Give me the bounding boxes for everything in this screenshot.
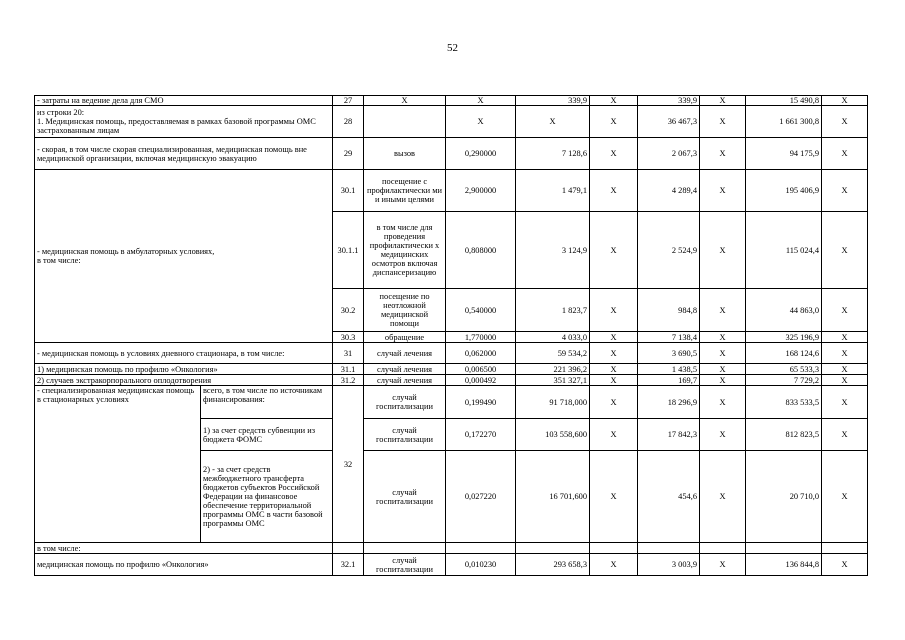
cell: 44 863,0 bbox=[746, 289, 822, 332]
cell: 833 533,5 bbox=[746, 386, 822, 419]
cell: Х bbox=[822, 289, 868, 332]
cell: 103 558,600 bbox=[516, 419, 590, 451]
data-table bbox=[34, 95, 868, 576]
table-row bbox=[35, 554, 868, 576]
row-code: 30.3 bbox=[333, 332, 364, 343]
table-row bbox=[35, 343, 868, 364]
row-unit: в том числе для проведения профилактически х медицинских осмотров включая диспансеризацию bbox=[364, 212, 446, 289]
cell: Х bbox=[822, 554, 868, 576]
cell: Х bbox=[590, 386, 638, 419]
cell: Х bbox=[700, 332, 746, 343]
row-code: 31.2 bbox=[333, 375, 364, 386]
cell: Х bbox=[446, 96, 516, 106]
cell: 1 438,5 bbox=[638, 364, 700, 375]
cell: Х bbox=[700, 289, 746, 332]
table-row bbox=[35, 96, 868, 106]
table-row bbox=[35, 106, 868, 138]
cell bbox=[516, 543, 590, 554]
cell: Х bbox=[590, 554, 638, 576]
cell: 169,7 bbox=[638, 375, 700, 386]
cell: 20 710,0 bbox=[746, 451, 822, 543]
row-code: 31 bbox=[333, 343, 364, 364]
cell bbox=[446, 543, 516, 554]
row-unit: случай госпитализации bbox=[364, 451, 446, 543]
row-unit: посещение с профилактически ми и иными целями bbox=[364, 170, 446, 212]
row-unit: случай госпитализации bbox=[364, 386, 446, 419]
cell: 168 124,6 bbox=[746, 343, 822, 364]
cell: 221 396,2 bbox=[516, 364, 590, 375]
cell: 2,900000 bbox=[446, 170, 516, 212]
cell: Х bbox=[822, 332, 868, 343]
cell: 136 844,8 bbox=[746, 554, 822, 576]
cell: Х bbox=[590, 212, 638, 289]
table-row bbox=[35, 386, 868, 419]
row-code: 29 bbox=[333, 138, 364, 170]
cell: 1 661 300,8 bbox=[746, 106, 822, 138]
cell bbox=[333, 543, 364, 554]
cell: Х bbox=[700, 554, 746, 576]
cell: Х bbox=[516, 106, 590, 138]
cell: Х bbox=[700, 419, 746, 451]
row-label: - специализированная медицинская помощь в стационарных условиях bbox=[35, 386, 201, 543]
row-unit: случай госпитализации bbox=[364, 554, 446, 576]
row-label: 1) медицинская помощь по профилю «Онкология» bbox=[35, 364, 333, 375]
cell: 15 490,8 bbox=[746, 96, 822, 106]
cell: Х bbox=[822, 138, 868, 170]
cell: Х bbox=[700, 451, 746, 543]
row-sublabel: всего, в том числе по источникам финансирования: bbox=[201, 386, 333, 419]
cell: 65 533,3 bbox=[746, 364, 822, 375]
cell: 7 128,6 bbox=[516, 138, 590, 170]
row-unit: вызов bbox=[364, 138, 446, 170]
row-code: 31.1 bbox=[333, 364, 364, 375]
cell: Х bbox=[590, 451, 638, 543]
cell: 4 033,0 bbox=[516, 332, 590, 343]
row-code: 32 bbox=[333, 386, 364, 543]
cell: 195 406,9 bbox=[746, 170, 822, 212]
cell bbox=[364, 543, 446, 554]
row-label: 2) случаев экстракорпорального оплодотворения bbox=[35, 375, 333, 386]
cell: 1 479,1 bbox=[516, 170, 590, 212]
cell: 7 138,4 bbox=[638, 332, 700, 343]
cell: 115 024,4 bbox=[746, 212, 822, 289]
row-label: - скорая, в том числе скорая специализированная, медицинская помощь вне медицинской организации, включая медицинскую эвакуацию bbox=[35, 138, 333, 170]
cell: Х bbox=[700, 170, 746, 212]
table-row bbox=[35, 364, 868, 375]
row-code: 28 bbox=[333, 106, 364, 138]
cell: Х bbox=[822, 419, 868, 451]
cell: 4 289,4 bbox=[638, 170, 700, 212]
cell: 454,6 bbox=[638, 451, 700, 543]
cell: 36 467,3 bbox=[638, 106, 700, 138]
cell: 16 701,600 bbox=[516, 451, 590, 543]
cell: Х bbox=[700, 386, 746, 419]
cell: Х bbox=[700, 96, 746, 106]
cell: Х bbox=[590, 96, 638, 106]
row-label: - медицинская помощь в амбулаторных условиях, в том числе: bbox=[35, 170, 333, 343]
cell bbox=[746, 543, 822, 554]
cell bbox=[822, 543, 868, 554]
row-unit: Х bbox=[364, 96, 446, 106]
cell: Х bbox=[590, 375, 638, 386]
cell: Х bbox=[590, 170, 638, 212]
row-code: 30.1 bbox=[333, 170, 364, 212]
row-sublabel: 1) за счет средств субвенции из бюджета ФОМС bbox=[201, 419, 333, 451]
cell: 0,010230 bbox=[446, 554, 516, 576]
table-row bbox=[35, 170, 868, 212]
cell: 91 718,000 bbox=[516, 386, 590, 419]
table-row bbox=[35, 138, 868, 170]
cell: 351 327,1 bbox=[516, 375, 590, 386]
cell: Х bbox=[446, 106, 516, 138]
cell: Х bbox=[822, 343, 868, 364]
cell bbox=[638, 543, 700, 554]
cell: 2 067,3 bbox=[638, 138, 700, 170]
row-unit: случай лечения bbox=[364, 364, 446, 375]
cell: 94 175,9 bbox=[746, 138, 822, 170]
cell: Х bbox=[822, 170, 868, 212]
row-code: 30.1.1 bbox=[333, 212, 364, 289]
cell: 59 534,2 bbox=[516, 343, 590, 364]
row-unit: случай госпитализации bbox=[364, 419, 446, 451]
cell: Х bbox=[700, 212, 746, 289]
row-code: 30.2 bbox=[333, 289, 364, 332]
row-label: в том числе: bbox=[35, 543, 333, 554]
page-number: 52 bbox=[447, 42, 458, 54]
cell: Х bbox=[822, 364, 868, 375]
row-label: - затраты на ведение дела для СМО bbox=[35, 96, 333, 106]
table-row bbox=[35, 543, 868, 554]
cell: Х bbox=[700, 343, 746, 364]
row-unit bbox=[364, 106, 446, 138]
cell: Х bbox=[700, 106, 746, 138]
cell: 2 524,9 bbox=[638, 212, 700, 289]
cell: 0,172270 bbox=[446, 419, 516, 451]
cell: Х bbox=[590, 332, 638, 343]
cell: 1 823,7 bbox=[516, 289, 590, 332]
cell: 984,8 bbox=[638, 289, 700, 332]
cell: Х bbox=[822, 96, 868, 106]
cell: 3 003,9 bbox=[638, 554, 700, 576]
cell bbox=[590, 543, 638, 554]
cell: Х bbox=[822, 106, 868, 138]
cell bbox=[700, 543, 746, 554]
cell: 0,808000 bbox=[446, 212, 516, 289]
cell: Х bbox=[700, 364, 746, 375]
row-unit: случай лечения bbox=[364, 375, 446, 386]
cell: Х bbox=[590, 419, 638, 451]
cell: 3 124,9 bbox=[516, 212, 590, 289]
cell: 3 690,5 bbox=[638, 343, 700, 364]
row-unit: случай лечения bbox=[364, 343, 446, 364]
row-unit: обращение bbox=[364, 332, 446, 343]
table-row bbox=[35, 375, 868, 386]
cell: Х bbox=[700, 375, 746, 386]
cell: 339,9 bbox=[638, 96, 700, 106]
row-code: 32.1 bbox=[333, 554, 364, 576]
cell: Х bbox=[590, 289, 638, 332]
row-sublabel: 2) - за счет средств межбюджетного трансферта бюджетов субъектов Российской Федерации на финансовое обеспечение территориальной программы ОМС в части базовой программы ОМС bbox=[201, 451, 333, 543]
cell: Х bbox=[590, 343, 638, 364]
cell: 0,062000 bbox=[446, 343, 516, 364]
row-unit: посещение по неотложной медицинской помощи bbox=[364, 289, 446, 332]
cell: 293 658,3 bbox=[516, 554, 590, 576]
cell: 7 729,2 bbox=[746, 375, 822, 386]
cell: 339,9 bbox=[516, 96, 590, 106]
cell: 18 296,9 bbox=[638, 386, 700, 419]
cell: 0,000492 bbox=[446, 375, 516, 386]
cell: 0,199490 bbox=[446, 386, 516, 419]
row-label: медицинская помощь по профилю «Онкология» bbox=[35, 554, 333, 576]
cell: Х bbox=[822, 386, 868, 419]
cell: Х bbox=[822, 375, 868, 386]
cell: 0,006500 bbox=[446, 364, 516, 375]
cell: Х bbox=[822, 451, 868, 543]
cell: Х bbox=[822, 212, 868, 289]
cell: 325 196,9 bbox=[746, 332, 822, 343]
cell: Х bbox=[590, 106, 638, 138]
cell: Х bbox=[590, 138, 638, 170]
cell: 1,770000 bbox=[446, 332, 516, 343]
cell: Х bbox=[700, 138, 746, 170]
cell: 0,027220 bbox=[446, 451, 516, 543]
cell: 17 842,3 bbox=[638, 419, 700, 451]
cell: 0,290000 bbox=[446, 138, 516, 170]
cell: 0,540000 bbox=[446, 289, 516, 332]
cell: 812 823,5 bbox=[746, 419, 822, 451]
row-label: из строки 20: 1. Медицинская помощь, предоставляемая в рамках базовой программы ОМС застрахованным лицам bbox=[35, 106, 333, 138]
cell: Х bbox=[590, 364, 638, 375]
row-code: 27 bbox=[333, 96, 364, 106]
row-label: - медицинская помощь в условиях дневного стационара, в том числе: bbox=[35, 343, 333, 364]
